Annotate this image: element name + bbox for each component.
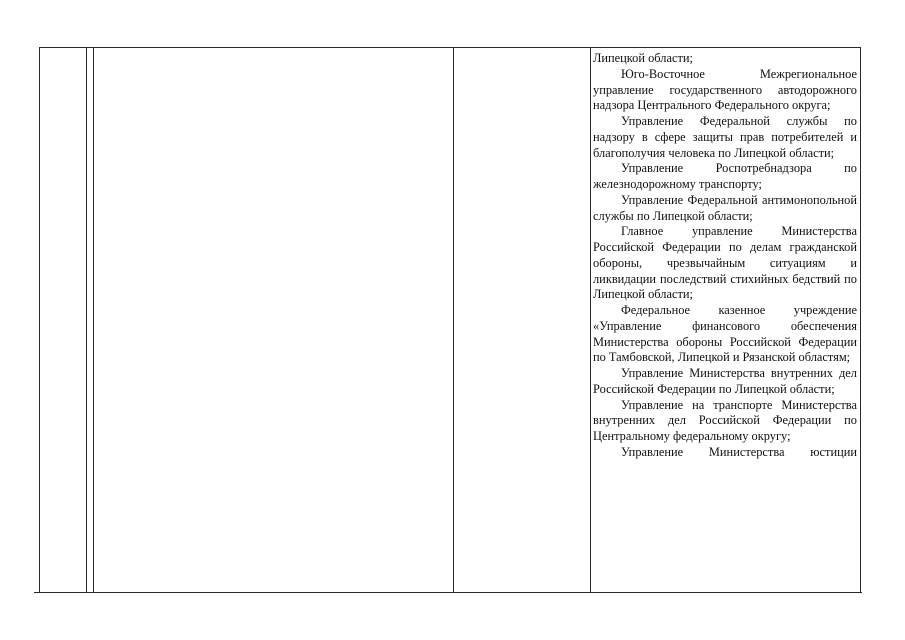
column-divider-4 — [590, 47, 591, 593]
list-item: Управление Федеральной службы по надзору в сфере защиты прав потребителей и благополучия человека по Липецкой области; — [593, 114, 857, 160]
list-item: Главное управление Министерства Российской Федерации по делам гражданской обороны, чрезвычайным ситуациям и ликвидации последствий стихийных бедствий по Липецкой области; — [593, 224, 857, 302]
column-divider-2 — [93, 47, 94, 593]
list-item: Управление Министерства внутренних дел Российской Федерации по Липецкой области; — [593, 366, 857, 396]
list-item: Управление Роспотребнадзора по железнодорожному транспорту; — [593, 161, 857, 191]
list-item: Федеральное казенное учреждение «Управление финансового обеспечения Министерства обороны Российской Федерации по Тамбовской, Липецкой и Рязанской областям; — [593, 303, 857, 365]
column-divider-1 — [86, 47, 87, 593]
list-item: Управление Федеральной антимонопольной службы по Липецкой области; — [593, 192, 857, 223]
list-item: Управление на транспорте Министерства внутренних дел Российской Федерации по Центральному федеральному округу; — [593, 397, 857, 443]
list-item: Управление Министерства юстиции — [621, 444, 857, 459]
table-bottom-line — [34, 592, 862, 593]
column-divider-3 — [453, 47, 454, 593]
authorities-list-cell — [593, 51, 857, 461]
list-item: Липецкой области; — [593, 51, 693, 65]
list-item: Юго-Восточное Межрегиональное управление государственного автодорожного надзора Центрального Федерального округа; — [593, 66, 857, 113]
